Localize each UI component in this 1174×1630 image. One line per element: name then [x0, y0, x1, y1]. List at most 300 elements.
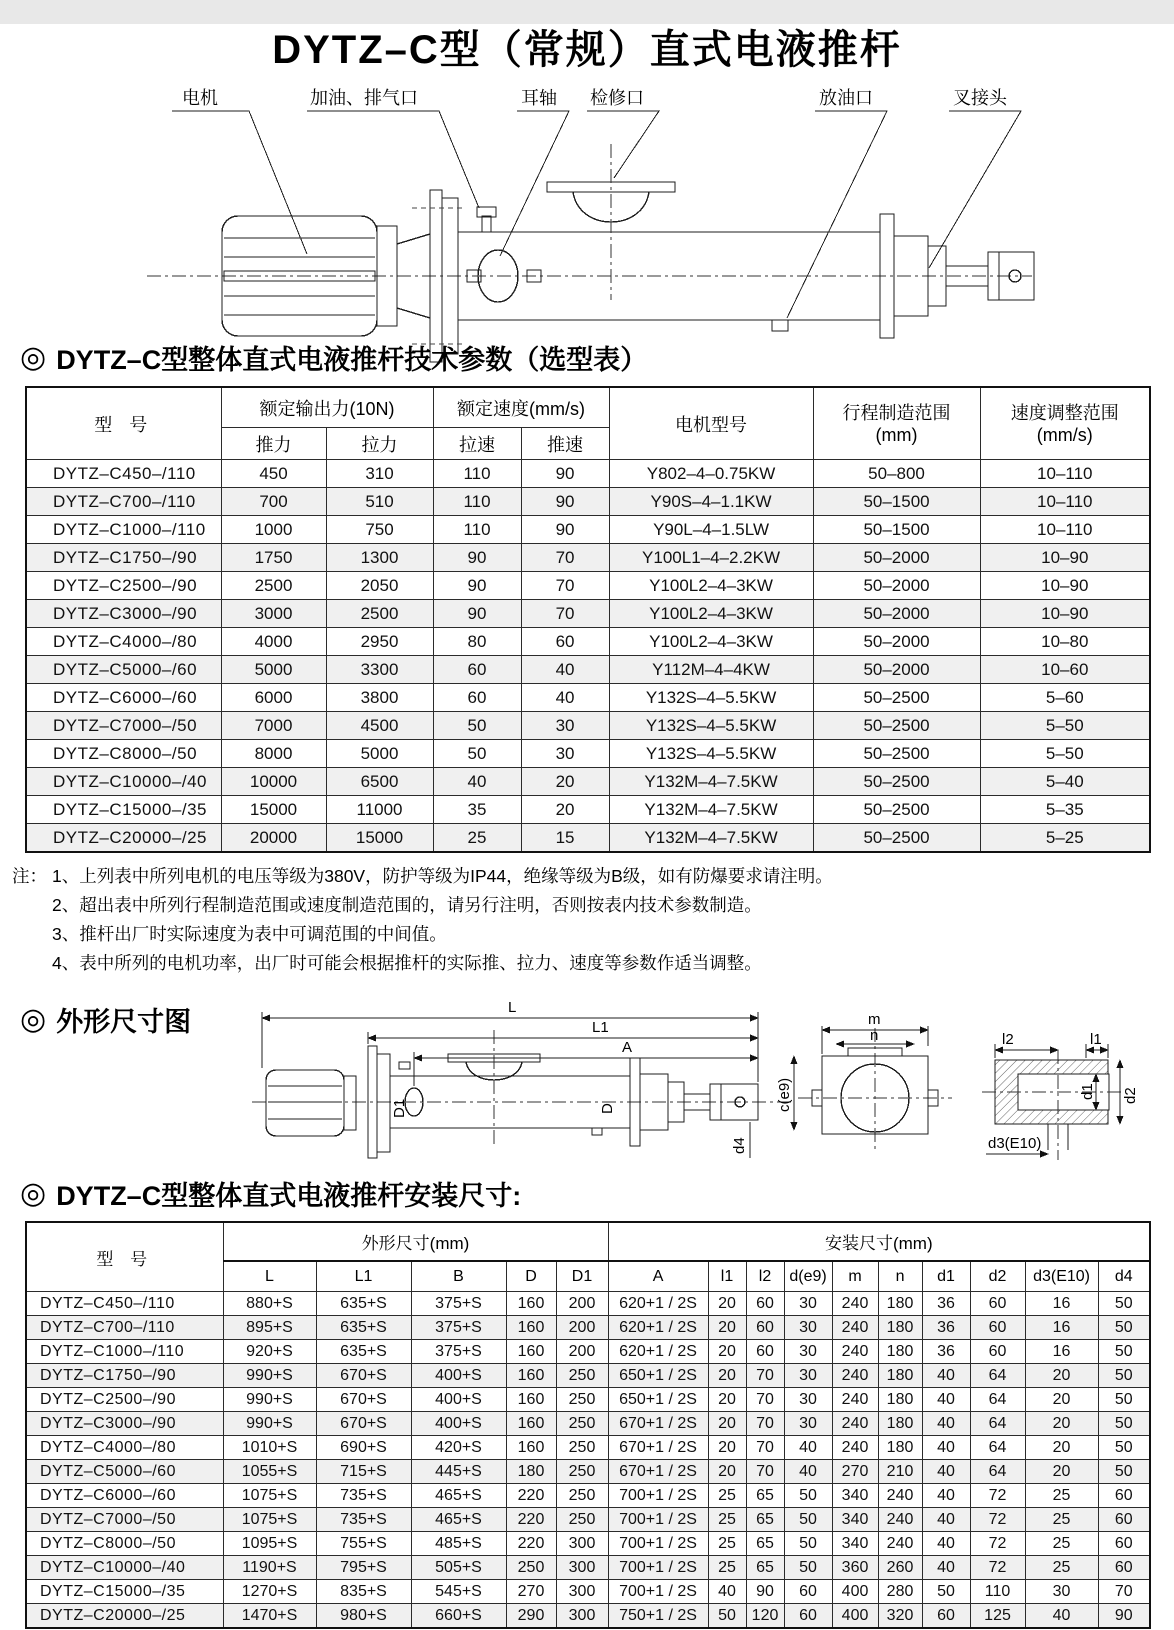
col-outline-group: 外形尺寸(mm): [223, 1222, 608, 1261]
model-cell: DYTZ–C1000–/110: [26, 516, 221, 544]
table-row: [26, 1412, 1150, 1436]
value-cell: 10–60: [980, 656, 1150, 684]
value-cell: 280: [878, 1580, 922, 1604]
value-cell: 180: [878, 1412, 922, 1436]
catalog-page: [0, 24, 1174, 1630]
dim-c-e9: c(e9): [776, 1077, 793, 1112]
table-row: [26, 1292, 1150, 1316]
value-cell: 40: [521, 684, 609, 712]
value-cell: 50: [784, 1532, 832, 1556]
value-cell: 1470+S: [223, 1604, 316, 1629]
value-cell: 11000: [326, 796, 433, 824]
value-cell: 50–2000: [813, 600, 980, 628]
value-cell: 15000: [326, 824, 433, 853]
value-cell: Y132M–4–7.5KW: [609, 796, 813, 824]
value-cell: 50: [784, 1484, 832, 1508]
value-cell: 160: [506, 1364, 556, 1388]
value-cell: 25: [1025, 1532, 1098, 1556]
value-cell: 10000: [221, 768, 326, 796]
value-cell: 20: [708, 1388, 746, 1412]
col-install-group: 安装尺寸(mm): [608, 1222, 1150, 1261]
dim-n: n: [870, 1027, 879, 1044]
model-cell: DYTZ–C7000–/50: [26, 1508, 223, 1532]
value-cell: 70: [746, 1436, 784, 1460]
value-cell: 240: [878, 1484, 922, 1508]
model-cell: DYTZ–C20000–/25: [26, 1604, 223, 1629]
note-1: 1、上列表中所列电机的电压等级为380V，防护等级为IP44，绝缘等级为B级，如有防爆要求请注明。: [52, 866, 833, 886]
value-cell: 450: [221, 460, 326, 488]
value-cell: 64: [970, 1364, 1025, 1388]
model-cell: DYTZ–C7000–/50: [26, 712, 221, 740]
col-pull-force: 拉力: [326, 428, 433, 460]
column-header: n: [878, 1261, 922, 1292]
value-cell: 2950: [326, 628, 433, 656]
value-cell: 420+S: [411, 1436, 506, 1460]
value-cell: 1300: [326, 544, 433, 572]
value-cell: 735+S: [316, 1484, 411, 1508]
value-cell: 50: [708, 1604, 746, 1629]
value-cell: 20: [1025, 1436, 1098, 1460]
value-cell: 240: [832, 1364, 878, 1388]
value-cell: 250: [556, 1364, 608, 1388]
table-row: [26, 1364, 1150, 1388]
value-cell: 36: [922, 1340, 970, 1364]
value-cell: 90: [1098, 1604, 1150, 1629]
value-cell: 70: [521, 544, 609, 572]
value-cell: 750: [326, 516, 433, 544]
value-cell: 40: [922, 1532, 970, 1556]
value-cell: 240: [832, 1436, 878, 1460]
value-cell: 110: [970, 1580, 1025, 1604]
value-cell: 70: [521, 572, 609, 600]
value-cell: 250: [556, 1436, 608, 1460]
value-cell: 60: [970, 1340, 1025, 1364]
value-cell: 16: [1025, 1340, 1098, 1364]
value-cell: 50: [922, 1580, 970, 1604]
value-cell: 270: [506, 1580, 556, 1604]
leader-fork: [929, 111, 1021, 268]
value-cell: 340: [832, 1508, 878, 1532]
value-cell: 70: [746, 1388, 784, 1412]
value-cell: 20: [708, 1292, 746, 1316]
value-cell: Y112M–4–4KW: [609, 656, 813, 684]
value-cell: 70: [1098, 1580, 1150, 1604]
value-cell: 20: [1025, 1388, 1098, 1412]
model-cell: DYTZ–C3000–/90: [26, 1412, 223, 1436]
value-cell: 200: [556, 1292, 608, 1316]
column-header: d1: [922, 1261, 970, 1292]
value-cell: 60: [521, 628, 609, 656]
value-cell: 30: [784, 1388, 832, 1412]
value-cell: 5–50: [980, 740, 1150, 768]
value-cell: 400+S: [411, 1364, 506, 1388]
value-cell: 50: [1098, 1460, 1150, 1484]
value-cell: 700+1 / 2S: [608, 1580, 708, 1604]
value-cell: 40: [521, 656, 609, 684]
value-cell: 20: [1025, 1460, 1098, 1484]
value-cell: 50: [1098, 1340, 1150, 1364]
value-cell: 990+S: [223, 1364, 316, 1388]
model-cell: DYTZ–C450–/110: [26, 460, 221, 488]
value-cell: 50–2500: [813, 712, 980, 740]
dimension-section: [0, 982, 1174, 1174]
value-cell: 545+S: [411, 1580, 506, 1604]
value-cell: 10–110: [980, 460, 1150, 488]
table-row: [26, 488, 1150, 516]
value-cell: 755+S: [316, 1532, 411, 1556]
value-cell: Y132S–4–5.5KW: [609, 740, 813, 768]
value-cell: 30: [1025, 1580, 1098, 1604]
col-model: 型 号: [26, 1222, 223, 1292]
value-cell: 90: [433, 600, 521, 628]
value-cell: 220: [506, 1508, 556, 1532]
table-row: [26, 1460, 1150, 1484]
value-cell: 735+S: [316, 1508, 411, 1532]
model-cell: DYTZ–C5000–/60: [26, 656, 221, 684]
value-cell: 70: [521, 600, 609, 628]
value-cell: 180: [878, 1364, 922, 1388]
value-cell: 16: [1025, 1292, 1098, 1316]
table-row: [26, 1532, 1150, 1556]
model-cell: DYTZ–C5000–/60: [26, 1460, 223, 1484]
value-cell: 70: [746, 1412, 784, 1436]
value-cell: 1190+S: [223, 1556, 316, 1580]
value-cell: 110: [433, 516, 521, 544]
col-speed-range-unit: (mm/s): [1036, 424, 1093, 445]
model-cell: DYTZ–C15000–/35: [26, 796, 221, 824]
value-cell: 5–40: [980, 768, 1150, 796]
col-stroke-range: [813, 387, 980, 460]
value-cell: 40: [433, 768, 521, 796]
value-cell: 64: [970, 1412, 1025, 1436]
value-cell: 895+S: [223, 1316, 316, 1340]
value-cell: 250: [506, 1556, 556, 1580]
value-cell: 80: [433, 628, 521, 656]
value-cell: 72: [970, 1532, 1025, 1556]
dim-d1: d1: [1079, 1083, 1096, 1100]
value-cell: 620+1 / 2S: [608, 1292, 708, 1316]
model-cell: DYTZ–C8000–/50: [26, 1532, 223, 1556]
value-cell: 700+1 / 2S: [608, 1484, 708, 1508]
value-cell: 25: [1025, 1484, 1098, 1508]
table-row: [26, 460, 1150, 488]
value-cell: 20: [708, 1364, 746, 1388]
note-3: 3、推杆出厂时实际速度为表中可调范围的中间值。: [52, 924, 447, 944]
value-cell: 4000: [221, 628, 326, 656]
value-cell: 40: [922, 1388, 970, 1412]
value-cell: Y90L–4–1.5LW: [609, 516, 813, 544]
value-cell: 40: [922, 1556, 970, 1580]
value-cell: 10–110: [980, 516, 1150, 544]
value-cell: 180: [878, 1316, 922, 1340]
value-cell: 4500: [326, 712, 433, 740]
value-cell: 240: [832, 1340, 878, 1364]
value-cell: Y100L2–4–3KW: [609, 600, 813, 628]
value-cell: 1010+S: [223, 1436, 316, 1460]
value-cell: 20: [708, 1412, 746, 1436]
value-cell: 700+1 / 2S: [608, 1508, 708, 1532]
value-cell: 60: [784, 1604, 832, 1629]
value-cell: 160: [506, 1292, 556, 1316]
table-row: [26, 1436, 1150, 1460]
value-cell: 250: [556, 1388, 608, 1412]
value-cell: 240: [832, 1388, 878, 1412]
value-cell: 90: [521, 516, 609, 544]
value-cell: 60: [433, 656, 521, 684]
value-cell: 670+S: [316, 1388, 411, 1412]
value-cell: 180: [878, 1292, 922, 1316]
label-fill-vent: 加油、排气口: [310, 88, 418, 108]
value-cell: 160: [506, 1340, 556, 1364]
bullseye-icon: ◎: [20, 1002, 47, 1036]
value-cell: 220: [506, 1532, 556, 1556]
value-cell: 835+S: [316, 1580, 411, 1604]
value-cell: 670+S: [316, 1412, 411, 1436]
value-cell: 65: [746, 1556, 784, 1580]
value-cell: 620+1 / 2S: [608, 1316, 708, 1340]
model-cell: DYTZ–C3000–/90: [26, 600, 221, 628]
value-cell: 72: [970, 1556, 1025, 1580]
value-cell: 90: [433, 544, 521, 572]
value-cell: 36: [922, 1316, 970, 1340]
model-cell: DYTZ–C20000–/25: [26, 824, 221, 853]
value-cell: 30: [784, 1364, 832, 1388]
value-cell: 50–800: [813, 460, 980, 488]
value-cell: 990+S: [223, 1412, 316, 1436]
value-cell: 64: [970, 1436, 1025, 1460]
model-cell: DYTZ–C6000–/60: [26, 684, 221, 712]
value-cell: 25: [708, 1532, 746, 1556]
value-cell: 300: [556, 1604, 608, 1629]
value-cell: 240: [878, 1532, 922, 1556]
col-push-force: 推力: [221, 428, 326, 460]
model-cell: DYTZ–C10000–/40: [26, 1556, 223, 1580]
note-line: [12, 891, 1174, 920]
value-cell: 300: [556, 1556, 608, 1580]
value-cell: 270: [832, 1460, 878, 1484]
leader-motor: [172, 111, 307, 254]
value-cell: 2500: [326, 600, 433, 628]
value-cell: 670+1 / 2S: [608, 1460, 708, 1484]
dim-A: A: [622, 1039, 633, 1056]
value-cell: 650+1 / 2S: [608, 1388, 708, 1412]
model-cell: DYTZ–C2500–/90: [26, 1388, 223, 1412]
value-cell: 180: [878, 1340, 922, 1364]
notes: [12, 862, 1174, 978]
value-cell: 10–90: [980, 544, 1150, 572]
label-drain: 放油口: [819, 88, 873, 108]
value-cell: 60: [970, 1316, 1025, 1340]
value-cell: 30: [784, 1292, 832, 1316]
value-cell: 1055+S: [223, 1460, 316, 1484]
value-cell: 60: [1098, 1532, 1150, 1556]
value-cell: 670+1 / 2S: [608, 1412, 708, 1436]
value-cell: 510: [326, 488, 433, 516]
value-cell: 20: [708, 1436, 746, 1460]
model-cell: DYTZ–C1000–/110: [26, 1340, 223, 1364]
col-stroke-range-unit: (mm): [875, 424, 918, 445]
value-cell: 65: [746, 1532, 784, 1556]
value-cell: 50: [1098, 1412, 1150, 1436]
value-cell: 50: [784, 1556, 832, 1580]
value-cell: 50–2000: [813, 628, 980, 656]
value-cell: 250: [556, 1412, 608, 1436]
value-cell: Y132M–4–7.5KW: [609, 824, 813, 853]
value-cell: 160: [506, 1316, 556, 1340]
col-pull-speed: 拉速: [433, 428, 521, 460]
value-cell: 5–60: [980, 684, 1150, 712]
col-push-speed: 推速: [521, 428, 609, 460]
value-cell: 65: [746, 1484, 784, 1508]
value-cell: 60: [922, 1604, 970, 1629]
col-rated-speed: 额定速度(mm/s): [433, 387, 609, 428]
value-cell: 360: [832, 1556, 878, 1580]
value-cell: 465+S: [411, 1508, 506, 1532]
value-cell: 30: [521, 740, 609, 768]
value-cell: 60: [1098, 1508, 1150, 1532]
dimension-drawing: [0, 982, 1174, 1174]
value-cell: 6500: [326, 768, 433, 796]
value-cell: 795+S: [316, 1556, 411, 1580]
value-cell: 20: [521, 768, 609, 796]
model-cell: DYTZ–C6000–/60: [26, 1484, 223, 1508]
value-cell: Y100L1–4–2.2KW: [609, 544, 813, 572]
value-cell: 180: [506, 1460, 556, 1484]
value-cell: 3000: [221, 600, 326, 628]
value-cell: 50: [1098, 1316, 1150, 1340]
spec-table: [25, 386, 1151, 853]
col-stroke-range-title: 行程制造范围: [842, 402, 951, 423]
value-cell: 50–2000: [813, 572, 980, 600]
value-cell: 50: [1098, 1436, 1150, 1460]
table-row: [26, 1316, 1150, 1340]
value-cell: 72: [970, 1508, 1025, 1532]
value-cell: 25: [1025, 1508, 1098, 1532]
column-header: l2: [746, 1261, 784, 1292]
table-row: [26, 1340, 1150, 1364]
value-cell: 30: [784, 1412, 832, 1436]
filler-stem: [482, 216, 491, 232]
model-cell: DYTZ–C10000–/40: [26, 768, 221, 796]
value-cell: 3800: [326, 684, 433, 712]
note-2: 2、超出表中所列行程制造范围或速度制造范围的，请另行注明，否则按表内技术参数制造。: [52, 895, 762, 915]
dim-d4: d4: [731, 1137, 748, 1154]
col-model: 型 号: [26, 387, 221, 460]
model-cell: DYTZ–C4000–/80: [26, 1436, 223, 1460]
label-motor: 电机: [182, 88, 218, 108]
value-cell: 1095+S: [223, 1532, 316, 1556]
table-row: [26, 544, 1150, 572]
leader-fill-vent: [307, 111, 479, 208]
value-cell: 60: [1098, 1556, 1150, 1580]
table-row: [26, 572, 1150, 600]
bullseye-icon: ◎: [20, 340, 47, 374]
table-row: [26, 1604, 1150, 1629]
value-cell: 160: [506, 1388, 556, 1412]
value-cell: 990+S: [223, 1388, 316, 1412]
notes-prefix: 注：: [12, 866, 47, 886]
value-cell: 15000: [221, 796, 326, 824]
value-cell: 36: [922, 1292, 970, 1316]
value-cell: 200: [556, 1316, 608, 1340]
value-cell: 50: [1098, 1292, 1150, 1316]
value-cell: Y100L2–4–3KW: [609, 628, 813, 656]
section2-title: 外形尺寸图: [56, 1007, 192, 1037]
bullseye-icon: ◎: [20, 1176, 47, 1210]
value-cell: 2500: [221, 572, 326, 600]
table-row: [26, 768, 1150, 796]
dim-D: D: [599, 1103, 616, 1114]
value-cell: 90: [433, 572, 521, 600]
value-cell: 505+S: [411, 1556, 506, 1580]
table-row: [26, 656, 1150, 684]
value-cell: 60: [433, 684, 521, 712]
value-cell: 20: [521, 796, 609, 824]
value-cell: 260: [878, 1556, 922, 1580]
value-cell: 10–110: [980, 488, 1150, 516]
model-cell: DYTZ–C450–/110: [26, 1292, 223, 1316]
value-cell: 465+S: [411, 1484, 506, 1508]
value-cell: 15: [521, 824, 609, 853]
model-cell: DYTZ–C1750–/90: [26, 1364, 223, 1388]
value-cell: 50–2500: [813, 684, 980, 712]
value-cell: 375+S: [411, 1316, 506, 1340]
value-cell: 50–2500: [813, 740, 980, 768]
value-cell: 110: [433, 460, 521, 488]
value-cell: 180: [878, 1436, 922, 1460]
value-cell: 25: [708, 1556, 746, 1580]
value-cell: 40: [922, 1436, 970, 1460]
value-cell: 375+S: [411, 1292, 506, 1316]
value-cell: 5000: [221, 656, 326, 684]
value-cell: 920+S: [223, 1340, 316, 1364]
value-cell: 120: [746, 1604, 784, 1629]
value-cell: 250: [556, 1484, 608, 1508]
column-header: d(e9): [784, 1261, 832, 1292]
model-cell: DYTZ–C700–/110: [26, 1316, 223, 1340]
value-cell: 64: [970, 1460, 1025, 1484]
value-cell: 40: [922, 1364, 970, 1388]
value-cell: 25: [1025, 1556, 1098, 1580]
value-cell: 20000: [221, 824, 326, 853]
value-cell: 90: [521, 488, 609, 516]
model-cell: DYTZ–C4000–/80: [26, 628, 221, 656]
value-cell: 300: [556, 1532, 608, 1556]
drain-plug: [772, 320, 788, 331]
install-table: [25, 1221, 1151, 1629]
value-cell: 1000: [221, 516, 326, 544]
value-cell: 35: [433, 796, 521, 824]
value-cell: 240: [832, 1412, 878, 1436]
value-cell: 3300: [326, 656, 433, 684]
dim-l2: l2: [1002, 1031, 1014, 1048]
value-cell: 340: [832, 1532, 878, 1556]
column-header: d3(E10): [1025, 1261, 1098, 1292]
page-title: DYTZ–C型（常规）直式电液推杆: [272, 28, 902, 72]
value-cell: 50–1500: [813, 488, 980, 516]
leader-trunnion: [500, 111, 569, 256]
value-cell: 980+S: [316, 1604, 411, 1629]
value-cell: 40: [922, 1460, 970, 1484]
value-cell: 72: [970, 1484, 1025, 1508]
value-cell: 160: [506, 1412, 556, 1436]
table-row: [26, 600, 1150, 628]
label-fork: 叉接头: [953, 88, 1007, 108]
value-cell: 20: [1025, 1412, 1098, 1436]
model-cell: DYTZ–C8000–/50: [26, 740, 221, 768]
value-cell: 750+1 / 2S: [608, 1604, 708, 1629]
value-cell: 250: [556, 1460, 608, 1484]
